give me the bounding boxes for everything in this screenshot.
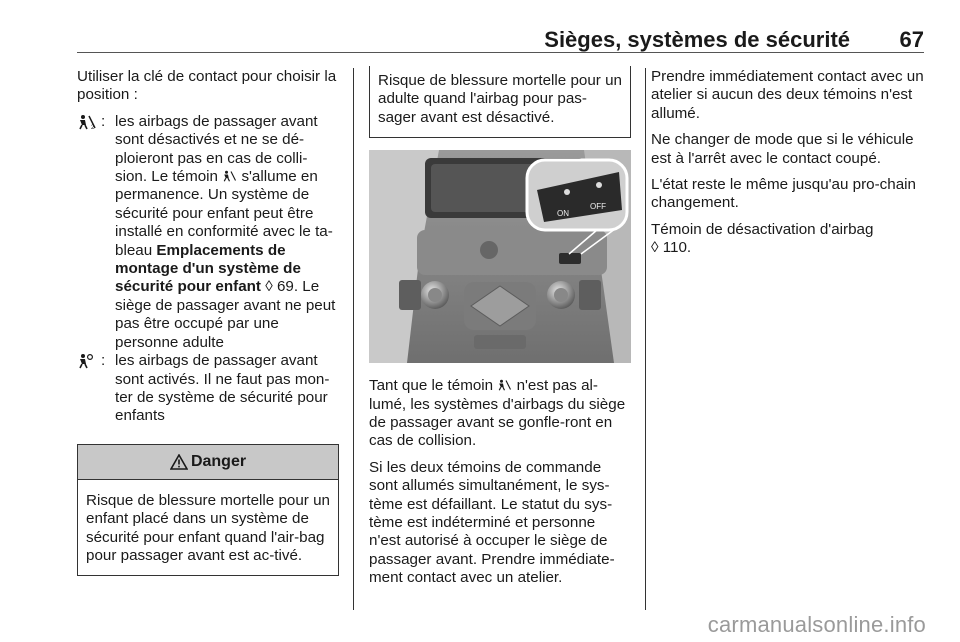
header-rule bbox=[77, 52, 924, 53]
list-item-airbag-on bbox=[77, 352, 339, 426]
paragraph: L'état reste le même jusqu'au pro-chain changement. bbox=[651, 176, 916, 212]
column-middle bbox=[369, 66, 631, 596]
airbag-off-icon bbox=[77, 114, 97, 130]
page-reference: ◊ 69 bbox=[261, 278, 294, 296]
paragraph: Prendre immédiatement contact avec un atelier si aucun des deux témoins n'est allumé. bbox=[651, 68, 924, 122]
paragraph: Tant que le témoin n'est pas al-lumé, les systèmes d'airbags du siège de passager avant se gonfle-ront en cas de collision. bbox=[369, 377, 626, 450]
list-item-airbag-off bbox=[77, 113, 339, 352]
column-right bbox=[651, 68, 926, 266]
on-label: ON bbox=[557, 209, 569, 219]
item-text: les airbags de passager avant sont désactivés et ne se dé-ploieront pas en cas de colli-sion. Le témoin bbox=[115, 112, 318, 186]
cross-reference-link[interactable]: Emplacements de montage d'un système de sécurité pour enfant bbox=[115, 241, 301, 296]
off-label: OFF bbox=[590, 202, 606, 212]
column-separator bbox=[645, 68, 646, 610]
item-text: . Le siège de passager avant ne peut pas être occupé par une personne adulte bbox=[115, 278, 336, 351]
danger-text: Risque de blessure mortelle pour un enfant placé dans un système de sécurité pour enfant quand l'air-bag pour passager avant est ac-tivé. bbox=[86, 491, 330, 564]
column-separator bbox=[353, 68, 354, 610]
danger-title: Danger bbox=[190, 452, 247, 470]
paragraph: Témoin de désactivation d'airbag bbox=[651, 220, 874, 238]
column-left bbox=[77, 68, 339, 576]
airbag-off-icon bbox=[497, 378, 512, 392]
intro-text: Utiliser la clé de contact pour choisir la position : bbox=[77, 68, 337, 104]
page-number: 67 bbox=[899, 27, 924, 52]
airbag-on-icon bbox=[77, 353, 97, 369]
item-colon: : bbox=[101, 112, 106, 130]
item-text: les airbags de passager avant sont activés. Il ne faut pas mon-ter de système de sécurité pour enfants bbox=[115, 352, 330, 425]
page-reference[interactable]: ◊ 110. bbox=[651, 239, 692, 257]
danger-box bbox=[77, 444, 339, 577]
item-text: s'allume en permanence. Un système de sécurité pour enfant peut être installé en conformité avec le ta-bleau bbox=[115, 168, 333, 259]
warning-box bbox=[369, 66, 631, 138]
watermark: carmanualsonline.info bbox=[707, 611, 926, 637]
warning-triangle-icon bbox=[170, 454, 188, 470]
warning-text: Risque de blessure mortelle pour un adulte quand l'airbag pour pas-sager avant est désactivé. bbox=[378, 72, 622, 126]
section-title: Sièges, systèmes de sécurité bbox=[544, 27, 850, 52]
airbag-off-icon bbox=[222, 169, 237, 183]
paragraph: Si les deux témoins de commande sont allumés simultanément, le sys-tème est défaillant. Le statut du sys-tème est indéterminé et personne n'est autorisé à occuper le siège de passager avant. Prendre immédiate-ment contact avec un atelier. bbox=[369, 458, 615, 587]
item-colon: : bbox=[101, 352, 106, 370]
paragraph: Ne changer de mode que si le véhicule est à l'arrêt avec le contact coupé. bbox=[651, 131, 914, 167]
svg-text:2: 2 bbox=[91, 124, 95, 130]
danger-heading bbox=[78, 444, 338, 480]
dashboard-photo bbox=[369, 150, 631, 363]
